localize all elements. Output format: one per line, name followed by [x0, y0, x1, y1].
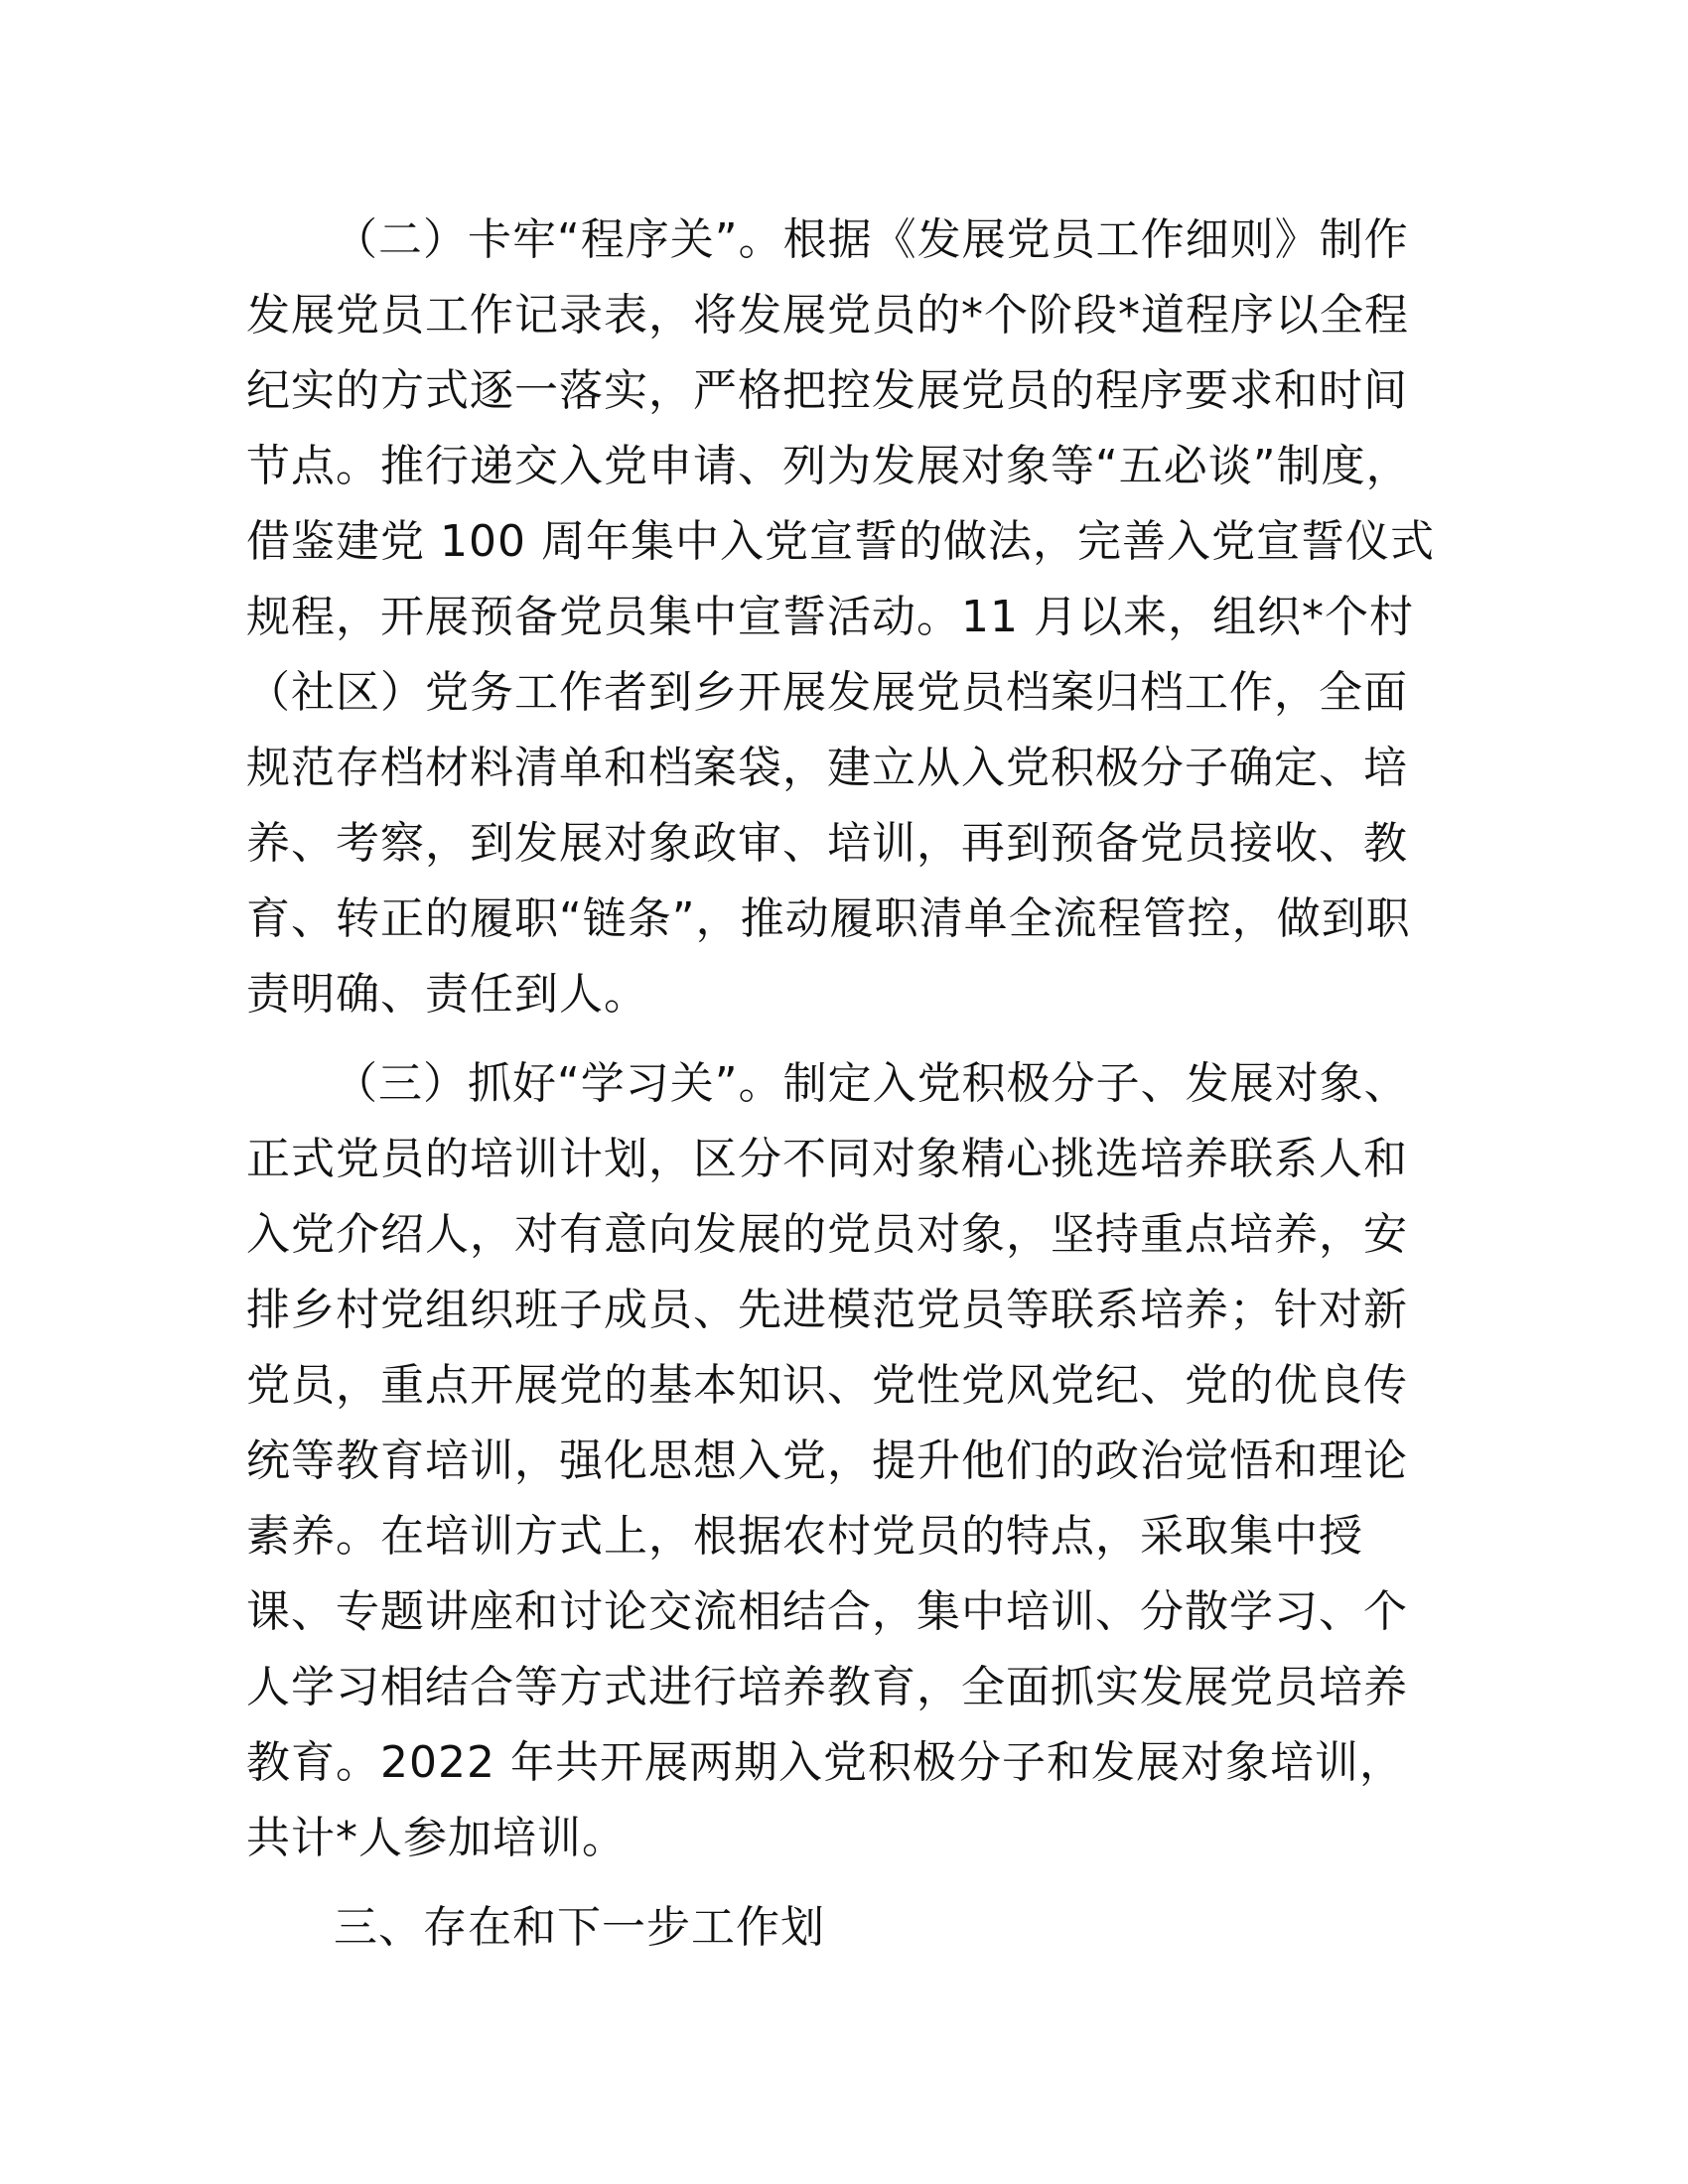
paragraph-program-gate: （二）卡牢“程序关”。根据《发展党员工作细则》制作发展党员工作记录表，将发展党员的*个阶段*道程序以全程纪实的方式逐一落实，严格把控发展党员的程序要求和时间节点。推行递交入党申请、列为发展对象等“五必谈”制度，借鉴建党 100 周年集中入党宣誓的做法，完善入党宣誓仪式规程，开展预备党员集中宣誓活动。11 月以来，组织*个村（社区）党务工作者到乡开展发展党员档案归档工作，全面规范存档材料清单和档案袋，建立从入党积极分子确定、培养、考察，到发展对象政审、培训，再到预备党员接收、教育、转正的履职“链条”，推动履职清单全流程管控，做到职责明确、责任到人。 [246, 214, 1435, 1020]
document-body [246, 203, 1438, 1966]
section-heading: 三、存在和下一步工作划 [334, 1902, 825, 1953]
paragraph-study-gate: （三）抓好“学习关”。制定入党积极分子、发展对象、正式党员的培训计划，区分不同对象精心挑选培养联系人和入党介绍人，对有意向发展的党员对象，坚持重点培养，安排乡村党组织班子成员、先进模范党员等联系培养；针对新党员，重点开展党的基本知识、党性党风党纪、党的优良传统等教育培训，强化思想入党，提升他们的政治觉悟和理论素养。在培训方式上，根据农村党员的特点，采取集中授课、专题讲座和讨论交流相结合，集中培训、分散学习、个人学习相结合等方式进行培养教育，全面抓实发展党员培养教育。2022 年共开展两期入党积极分子和发展对象培训，共计*人参加培训。 [246, 1058, 1409, 1863]
